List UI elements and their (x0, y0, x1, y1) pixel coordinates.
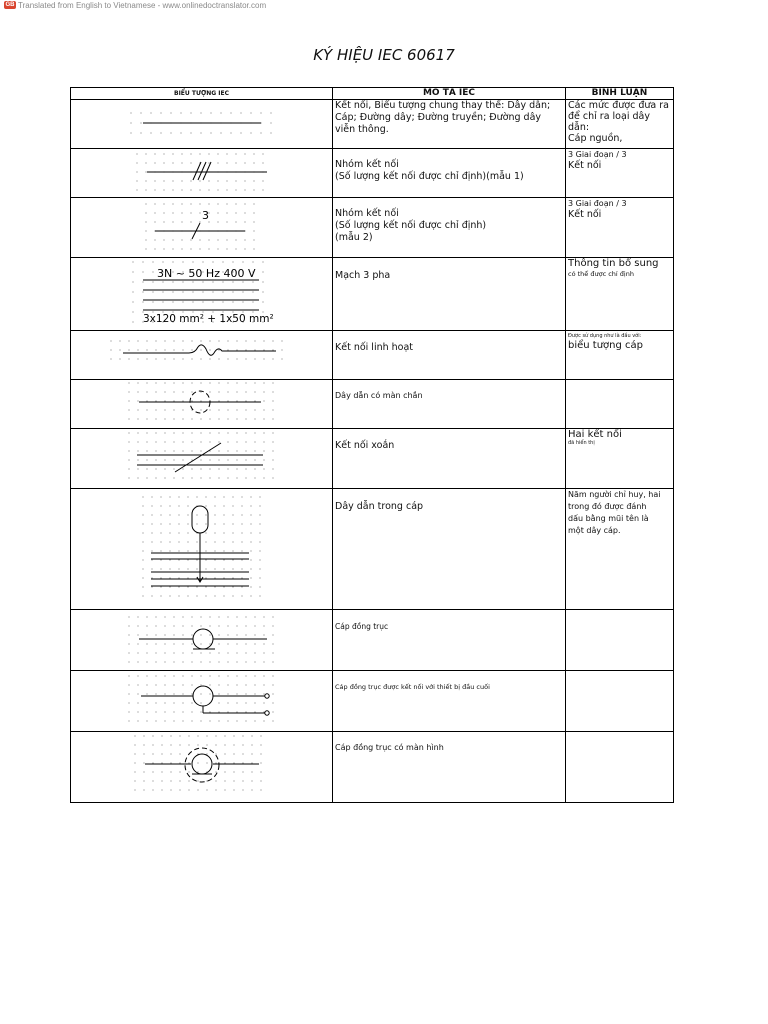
comment-line: dấu bằng mũi tên là (568, 514, 649, 523)
iec-symbols-table (70, 87, 674, 803)
comment-cell (566, 149, 674, 198)
symbol-cell (71, 380, 333, 429)
table-row (71, 149, 674, 198)
desc-line: Nhóm kết nối (335, 208, 399, 219)
table-row (71, 198, 674, 258)
symbol-cell (71, 610, 333, 671)
comment-cell (566, 489, 674, 610)
table-row (71, 671, 674, 732)
table-row (71, 331, 674, 380)
connection-group-form2-icon (71, 198, 333, 256)
comment-line: Kết nối (568, 160, 602, 171)
comment-cell (566, 258, 674, 331)
comment-line: Năm người chỉ huy, hai (568, 490, 661, 499)
symbol-cell (71, 429, 333, 489)
description-cell (333, 331, 566, 380)
comment-line: 3 Giai đoạn / 3 (568, 150, 627, 159)
comment-line: dẫn: (568, 122, 590, 133)
comment-cell (566, 429, 674, 489)
comment-line: Được sử dụng như là đầu với: (568, 333, 642, 339)
header-comment: BÌNH LUẬN (566, 88, 674, 100)
comment-line: Kết nối (568, 209, 602, 220)
description-cell (333, 671, 566, 732)
translation-banner (4, 0, 266, 10)
desc-line: Mạch 3 pha (335, 270, 391, 281)
page-title: KÝ HIỆU IEC 60617 (313, 46, 455, 64)
description-cell (333, 149, 566, 198)
comment-cell (566, 671, 674, 732)
symbol-cell (71, 149, 333, 198)
table-header-row (71, 88, 674, 100)
description-cell (333, 258, 566, 331)
cable-spec-label: 3x120 mm² + 1x50 mm² (143, 313, 274, 325)
comment-cell (566, 732, 674, 803)
circuit-spec-label: 3N ~ 50 Hz 400 V (157, 267, 256, 280)
translator-logo-icon: GB (5, 2, 15, 8)
three-phase-circuit-icon (71, 258, 333, 329)
table-row (71, 429, 674, 489)
desc-line: Dây dẫn trong cáp (335, 501, 424, 512)
comment-line: một dây cáp. (568, 526, 621, 535)
symbol-cell (71, 100, 333, 149)
table-row (71, 732, 674, 803)
table-row (71, 380, 674, 429)
twisted-connection-icon (71, 429, 333, 487)
desc-line: (mẫu 2) (335, 232, 373, 243)
comment-cell (566, 198, 674, 258)
comment-cell (566, 610, 674, 671)
desc-line: Dây dẫn có màn chắn (335, 391, 423, 400)
comment-line: 3 Giai đoạn / 3 (568, 199, 627, 208)
symbol-cell (71, 671, 333, 732)
comment-line: Hai kết nối (568, 429, 622, 440)
desc-line: (Số lượng kết nối được chỉ định)(mẫu 1) (335, 171, 524, 182)
table-row (71, 258, 674, 331)
description-cell (333, 429, 566, 489)
desc-line: (Số lượng kết nối được chỉ định) (335, 220, 487, 231)
conductors-in-cable-icon (71, 489, 333, 608)
desc-line: Nhóm kết nối (335, 159, 399, 170)
comment-cell (566, 331, 674, 380)
connection-symbol-icon (71, 100, 333, 147)
description-cell (333, 610, 566, 671)
comment-line: Thông tin bổ sung (568, 258, 659, 269)
desc-line: Cáp đồng trục có màn hình (335, 743, 444, 752)
coaxial-terminal-icon (71, 671, 333, 730)
comment-line: có thể được chỉ định (568, 270, 634, 278)
connection-group-form1-icon (71, 149, 333, 196)
table-row (71, 100, 674, 149)
desc-line: Cáp; Đường dây; Đường truyền; Đường dây (335, 112, 542, 123)
table-row (71, 489, 674, 610)
comment-line: trong đó được đánh (568, 502, 647, 511)
desc-line: Cáp đồng trục được kết nối với thiết bị đầu cuối (335, 683, 490, 691)
symbol-cell (71, 258, 333, 331)
header-symbol: BIỂU TƯỢNG IEC (71, 88, 333, 100)
screened-conductor-icon (71, 380, 333, 427)
comment-line: biểu tượng cáp (568, 340, 644, 351)
desc-line: viễn thông. (335, 124, 389, 135)
comment-cell (566, 380, 674, 429)
flexible-connection-icon (71, 331, 333, 378)
symbol-cell (71, 331, 333, 380)
comment-cell (566, 100, 674, 149)
comment-line: để chỉ ra loại dây (568, 111, 650, 122)
symbol-cell (71, 732, 333, 803)
description-cell (333, 732, 566, 803)
comment-line: Cáp nguồn, (568, 133, 623, 144)
symbol-cell (71, 489, 333, 610)
banner-text: Translated from English to Vietnamese - www.onlinedoctranslator.com (18, 0, 267, 10)
desc-line: Kết nối linh hoạt (335, 342, 414, 353)
description-cell (333, 489, 566, 610)
description-cell (333, 100, 566, 149)
comment-line: đã hiển thị (568, 440, 595, 446)
header-description: MÔ TẢ IEC (333, 88, 566, 100)
symbol-cell (71, 198, 333, 258)
desc-line: Cáp đồng trục (335, 622, 389, 631)
description-cell (333, 380, 566, 429)
coaxial-cable-icon (71, 610, 333, 669)
screened-coaxial-cable-icon (71, 732, 333, 801)
table-row (71, 610, 674, 671)
description-cell (333, 198, 566, 258)
connection-count-label: 3 (202, 209, 209, 222)
desc-line: Kết nối, Biểu tượng chung thay thế: Dây dẫn; (335, 100, 551, 111)
comment-line: Các mức được đưa ra (568, 100, 669, 111)
desc-line: Kết nối xoắn (335, 440, 395, 451)
